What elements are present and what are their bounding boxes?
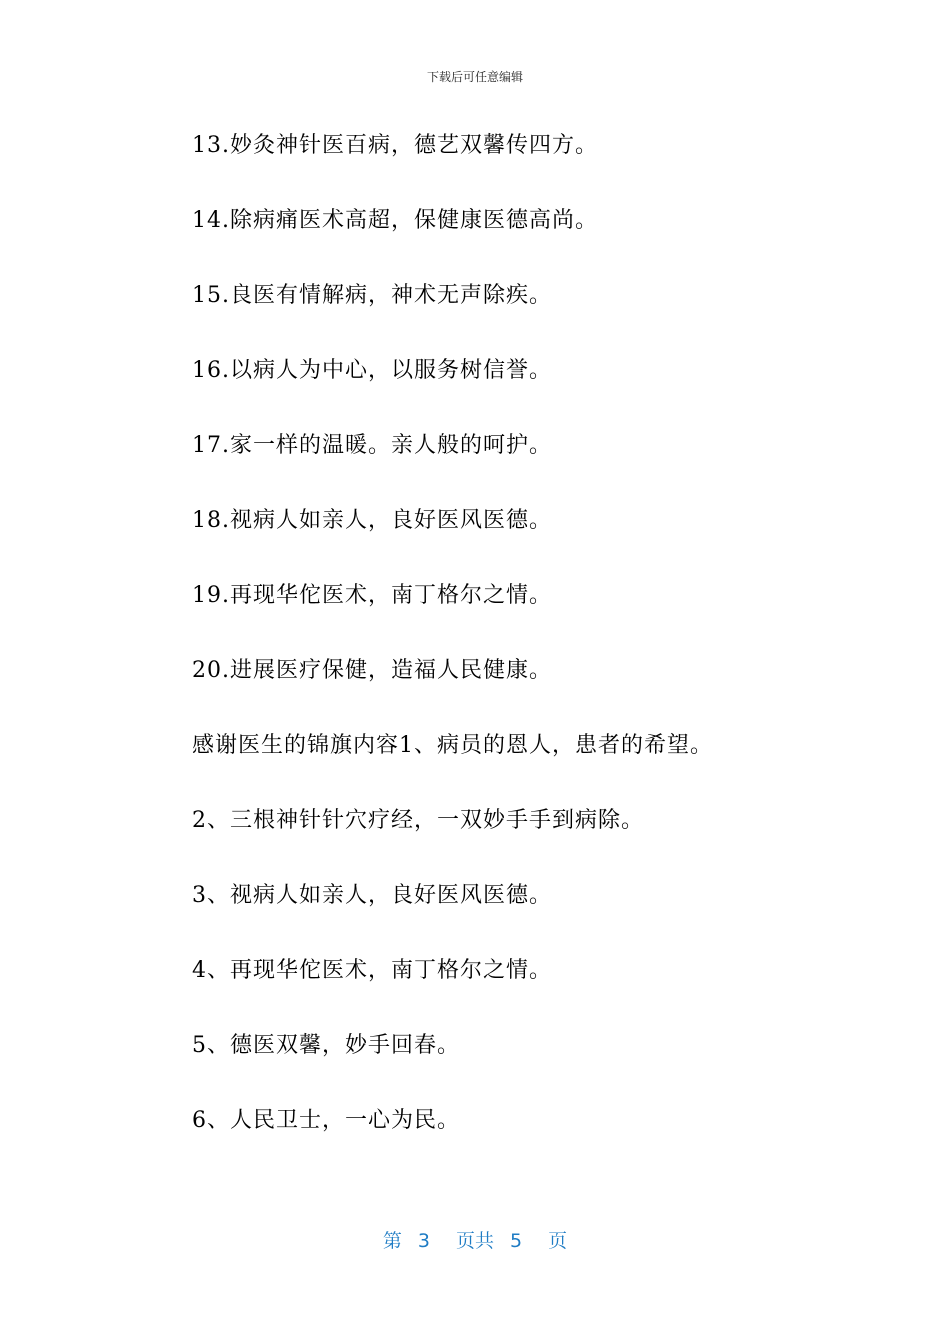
text-line: 18.视病人如亲人，良好医风医德。: [192, 508, 552, 533]
text-line: 5、德医双馨，妙手回春。: [192, 1033, 460, 1058]
page-footer: [0, 1226, 950, 1253]
text-line: 4、再现华佗医术，南丁格尔之情。: [192, 958, 552, 983]
current-page-number: 3: [417, 1230, 430, 1252]
text-line: 17.家一样的温暖。亲人般的呵护。: [192, 433, 552, 458]
header-note: 下载后可任意编辑: [426, 70, 523, 84]
text-line: 19.再现华佗医术，南丁格尔之情。: [192, 583, 552, 608]
total-pages-number: 5: [510, 1230, 523, 1252]
text-line: 2、三根神针针穴疗经，一双妙手手到病除。: [192, 808, 644, 833]
footer-middle: 页共: [455, 1230, 494, 1252]
text-line: 20.进展医疗保健，造福人民健康。: [192, 658, 552, 683]
text-line: 感谢医生的锦旗内容1、病员的恩人，患者的希望。: [192, 733, 713, 758]
text-line: 13.妙灸神针医百病，德艺双馨传四方。: [192, 133, 598, 158]
text-line: 14.除病痛医术高超，保健康医德高尚。: [192, 208, 598, 233]
footer-prefix: 第: [382, 1230, 402, 1252]
document-body: [192, 128, 892, 1178]
text-line: 15.良医有情解病，神术无声除疾。: [192, 283, 552, 308]
text-line: 16.以病人为中心，以服务树信誉。: [192, 358, 552, 383]
text-line: 6、人民卫士，一心为民。: [192, 1108, 460, 1133]
footer-suffix: 页: [548, 1230, 568, 1252]
text-line: 3、视病人如亲人，良好医风医德。: [192, 883, 552, 908]
